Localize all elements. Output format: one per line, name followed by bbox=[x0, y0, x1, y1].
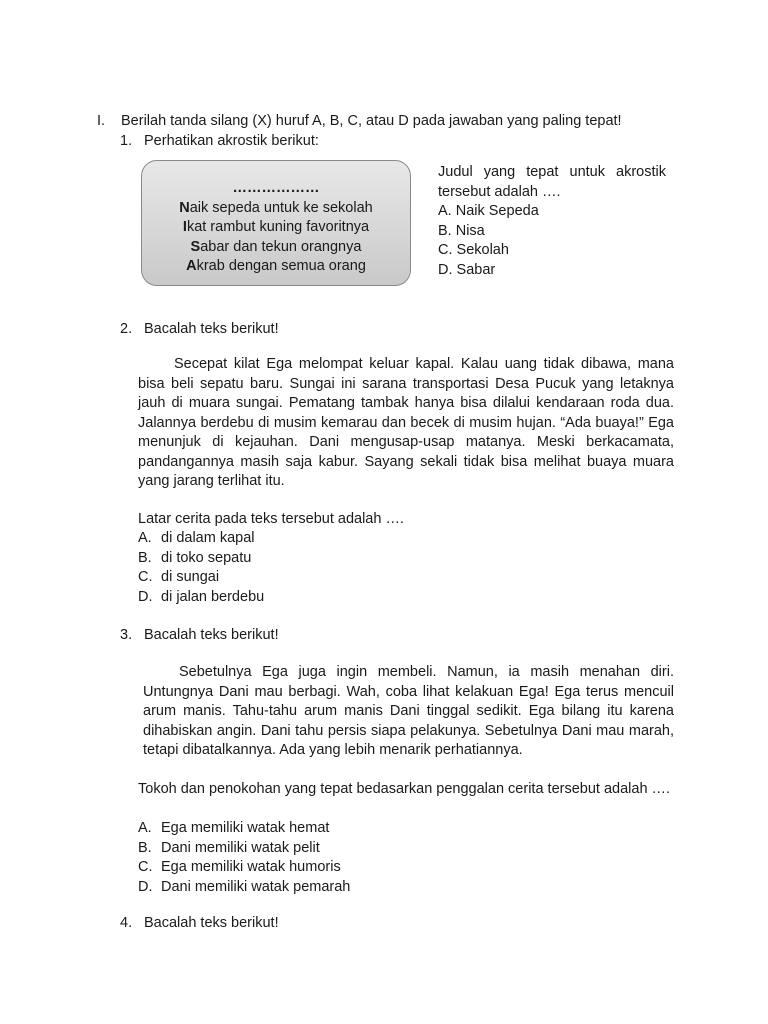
option-b[interactable]: B. Nisa bbox=[438, 222, 485, 239]
acrostic-line: Sabar dan tekun orangnya bbox=[190, 238, 362, 255]
question-prompt: Perhatikan akrostik berikut: bbox=[144, 133, 319, 149]
option-a[interactable]: A. Naik Sepeda bbox=[438, 203, 539, 219]
question-number: 3. bbox=[120, 627, 133, 643]
option-a[interactable]: A. Ega memiliki watak hemat bbox=[138, 820, 330, 836]
option-d[interactable]: D. Dani memiliki watak pemarah bbox=[138, 878, 351, 895]
question-3-stem: Tokoh dan penokohan yang tepat bedasarkan penggalan cerita tersebut adalah …. bbox=[138, 781, 671, 797]
acrostic-title: ……………… bbox=[232, 180, 320, 196]
question-stem: Judul yang tepat untuk akrostik tersebut adalah …. bbox=[438, 164, 666, 200]
option-d[interactable]: D. Sabar bbox=[438, 261, 496, 278]
question-number: 4. bbox=[120, 915, 133, 931]
question-3-passage: Sebetulnya Ega juga ingin membeli. Namun, ia masih menahan diri. Untungnya Dani mau berbagi. Wah, coba lihat kelakuan Ega! Ega terus mencuil arum manis. Tahu-tahu arum manis Dani tinggal sedikit. Ega bilang itu karena dihabiskan angin. Dani tahu persis siapa pelakunya. Sebetulnya Dani mau marah, tetapi dibatalkannya. Ada yang lebih menarik perhatiannya. bbox=[143, 664, 674, 758]
section-number: I. bbox=[97, 113, 106, 129]
option-c[interactable]: C. di sungai bbox=[138, 569, 220, 585]
question-2-passage: Secepat kilat Ega melompat keluar kapal. Kalau uang tidak dibawa, mana bisa beli sepatu baru. Sungai ini sarana transportasi Desa Pucuk yang letaknya jauh di muara sungai. Pematang tambak hanya bisa dilalui kendaraan roda dua. Jalannya berdebu di musim kemarau dan becek di musim hujan. “Ada buaya!” Ega menunjuk di kejauhan. Dani mengusap-usap matanya. Meski berkacamata, pandangannya masih saja kabur. Sayang sekali tidak bisa melihat buaya muara yang jarang terlihat itu. bbox=[138, 356, 674, 489]
question-2-stem: Latar cerita pada teks tersebut adalah …. bbox=[138, 511, 404, 527]
section-instruction: Berilah tanda silang (X) huruf A, B, C, atau D pada jawaban yang paling tepat! bbox=[121, 113, 622, 129]
acrostic-line: Akrab dengan semua orang bbox=[186, 258, 366, 274]
question-number: 1. bbox=[120, 133, 133, 149]
question-number: 2. bbox=[120, 321, 133, 337]
acrostic-line: Ikat rambut kuning favoritnya bbox=[182, 219, 370, 235]
acrostic-line: Naik sepeda untuk ke sekolah bbox=[179, 199, 373, 216]
question-prompt: Bacalah teks berikut! bbox=[144, 627, 279, 643]
option-b[interactable]: B. Dani memiliki watak pelit bbox=[138, 839, 320, 856]
question-prompt: Bacalah teks berikut! bbox=[144, 915, 279, 931]
option-a[interactable]: A. di dalam kapal bbox=[138, 530, 255, 546]
question-prompt: Bacalah teks berikut! bbox=[144, 321, 279, 337]
acrostic-box bbox=[141, 160, 411, 286]
question-1-choices bbox=[438, 163, 666, 280]
option-c[interactable]: C. Ega memiliki watak humoris bbox=[138, 859, 341, 875]
question-3-options bbox=[138, 819, 538, 897]
option-d[interactable]: D. di jalan berdebu bbox=[138, 588, 265, 605]
option-b[interactable]: B. di toko sepatu bbox=[138, 549, 252, 566]
question-2-options bbox=[138, 529, 538, 607]
option-c[interactable]: C. Sekolah bbox=[438, 242, 509, 258]
